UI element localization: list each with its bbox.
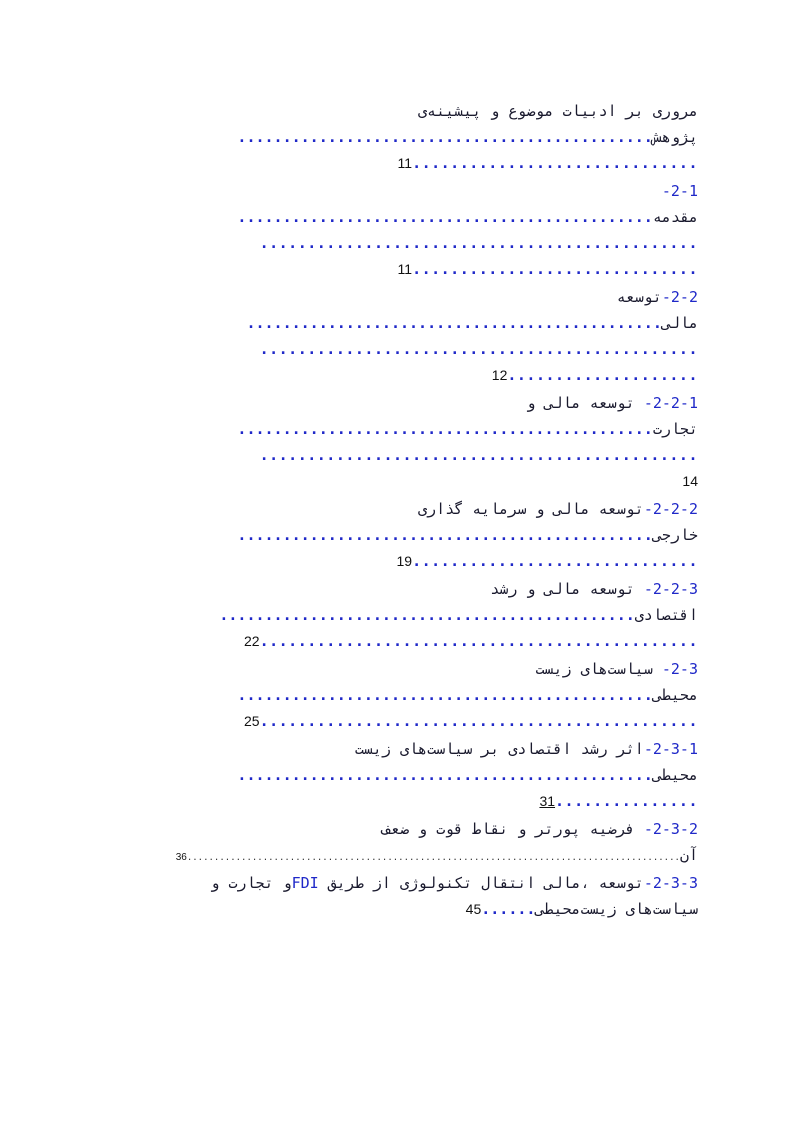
- toc-section-number: 2-3-: [661, 660, 698, 678]
- toc-page-line: [106, 150, 698, 176]
- toc-title: توسعه ،مالی انتقال تکنولوژی از طریق: [318, 874, 644, 892]
- toc-section-number: 2-3-3-: [643, 874, 698, 892]
- toc-entry[interactable]: [106, 870, 698, 922]
- toc-title-line: [106, 204, 698, 230]
- toc-title: اثر رشد اقتصادی بر سیاست‌های زیست: [354, 740, 644, 758]
- toc-title-line-2: [106, 522, 698, 548]
- toc-section-number: 2-3-1-: [643, 740, 698, 758]
- toc-title: مقدمه: [652, 208, 698, 226]
- toc-title: فرضیه پورتر و نقاط قوت و ضعف: [381, 820, 644, 838]
- toc-entry[interactable]: [106, 178, 698, 282]
- toc-dot-leader: ..............................................: [237, 766, 653, 784]
- toc-page-number: 25: [244, 713, 260, 729]
- toc-title-latin: FDI: [291, 874, 319, 892]
- toc-page-line: [106, 256, 698, 282]
- toc-page-line: [106, 468, 698, 494]
- toc-title-line-2: [106, 602, 698, 628]
- toc-title: توسعه مالی و سرمایه گذاری: [418, 500, 644, 518]
- toc-title-continued: خارجی: [652, 526, 698, 544]
- toc-section-number: 2-3-2-: [643, 820, 698, 838]
- toc-dot-line: [106, 230, 698, 256]
- toc-entry[interactable]: [106, 576, 698, 654]
- toc-title-line-2: [106, 416, 698, 442]
- toc-dot-leader: ....................: [507, 366, 698, 384]
- toc-dot-leader: ..............................: [412, 154, 698, 172]
- toc-section-number: 2-2-1-: [643, 394, 698, 412]
- toc-dot-leader: ..............................: [412, 260, 698, 278]
- toc-dot-leader: ..............................: [412, 552, 698, 570]
- toc-entry[interactable]: [106, 496, 698, 574]
- toc-title: توسعه مالی و رشد: [490, 580, 644, 598]
- toc-page-line: [106, 628, 698, 654]
- toc-title: مروری بر ادبیات موضوع و پیشینه‌ی: [418, 102, 698, 120]
- toc-dot-leader: ..............................................: [259, 234, 698, 252]
- toc-page-number: 12: [491, 367, 508, 383]
- toc-title-continued: مالی: [661, 314, 698, 332]
- toc-dot-line: [106, 336, 698, 362]
- toc-page-number: 19: [396, 553, 413, 569]
- toc-title-line-2: [106, 762, 698, 788]
- toc-title-continued: سیاست‌های زیست‌محیطی: [535, 900, 698, 918]
- toc-title-line: [106, 736, 698, 762]
- toc-page-line: [106, 548, 698, 574]
- toc-entry[interactable]: [106, 656, 698, 734]
- toc-dot-leader: ..............................................: [259, 340, 698, 358]
- toc-dot-leader: ...............: [555, 792, 698, 810]
- toc-dot-leader: ..............................................: [237, 420, 653, 438]
- toc-title-line-2: [106, 310, 698, 336]
- toc-entry[interactable]: [106, 390, 698, 494]
- toc-title-line: [106, 284, 698, 310]
- toc-section-number: 2-2-3-: [643, 580, 698, 598]
- toc-page-number: 14: [682, 473, 698, 489]
- toc-title-line-2: [106, 124, 698, 150]
- toc-title-continued: اقتصادی: [634, 606, 698, 624]
- toc-title: توسعه مالی و: [526, 394, 644, 412]
- toc-title-line: [106, 576, 698, 602]
- toc-title-line: [106, 390, 698, 416]
- toc-dot-leader: ..............................................: [237, 208, 653, 226]
- toc-dot-leader: ..............................................: [259, 712, 698, 730]
- toc-dot-leader: ......: [481, 900, 536, 918]
- toc-title-continued: پژوهش: [652, 128, 698, 146]
- toc-dot-leader: ..............................................: [237, 128, 653, 146]
- toc-title-line: [106, 870, 698, 896]
- toc-number-line: [106, 178, 698, 204]
- toc-title-line: [106, 656, 698, 682]
- toc-dot-leader: ..............................................: [246, 314, 662, 332]
- toc-page-number: 22: [244, 633, 260, 649]
- toc-page-number: 45: [465, 901, 482, 917]
- toc-page-number: 11: [397, 155, 413, 171]
- toc-title-tail: و تجارت و: [210, 874, 292, 892]
- toc-title-line: [106, 816, 698, 842]
- toc-dot-leader: ..............................................: [259, 446, 698, 464]
- toc-entry[interactable]: [106, 816, 698, 868]
- toc-page-number: 11: [397, 261, 413, 277]
- toc-page-line: [106, 788, 698, 814]
- toc-title-line-2: [106, 842, 698, 868]
- toc-entry[interactable]: [106, 98, 698, 176]
- toc-title-line-2: [106, 682, 698, 708]
- toc-title: سیاست‌های زیست: [535, 660, 662, 678]
- toc-title-continued: محیطی: [652, 766, 698, 784]
- toc-page-line: [106, 708, 698, 734]
- toc-title-line: [106, 98, 698, 124]
- toc-section-number: 2-2-2-: [643, 500, 698, 518]
- toc-section-number: 2-1-: [661, 182, 698, 200]
- toc-dot-leader: ...........................................................................................: [186, 853, 680, 863]
- toc-dot-leader: ..............................................: [237, 686, 653, 704]
- toc-title-continued: آن: [679, 846, 698, 864]
- toc-title-continued: تجارت: [652, 420, 698, 438]
- toc-title-line: [106, 496, 698, 522]
- toc-dot-leader: ..............................................: [259, 632, 698, 650]
- toc-section-number: 2-2-: [661, 288, 698, 306]
- table-of-contents: [106, 98, 698, 924]
- toc-title: توسعه: [616, 288, 662, 306]
- toc-entry[interactable]: [106, 284, 698, 388]
- toc-page-number: 31: [539, 793, 556, 809]
- toc-dot-leader: ..............................................: [219, 606, 635, 624]
- toc-title-continued: محیطی: [652, 686, 698, 704]
- toc-page-number: 36: [175, 852, 187, 863]
- toc-dot-leader: ..............................................: [237, 526, 653, 544]
- toc-entry[interactable]: [106, 736, 698, 814]
- toc-page-line: [106, 362, 698, 388]
- toc-dot-line: [106, 442, 698, 468]
- toc-title-line-2: [106, 896, 698, 922]
